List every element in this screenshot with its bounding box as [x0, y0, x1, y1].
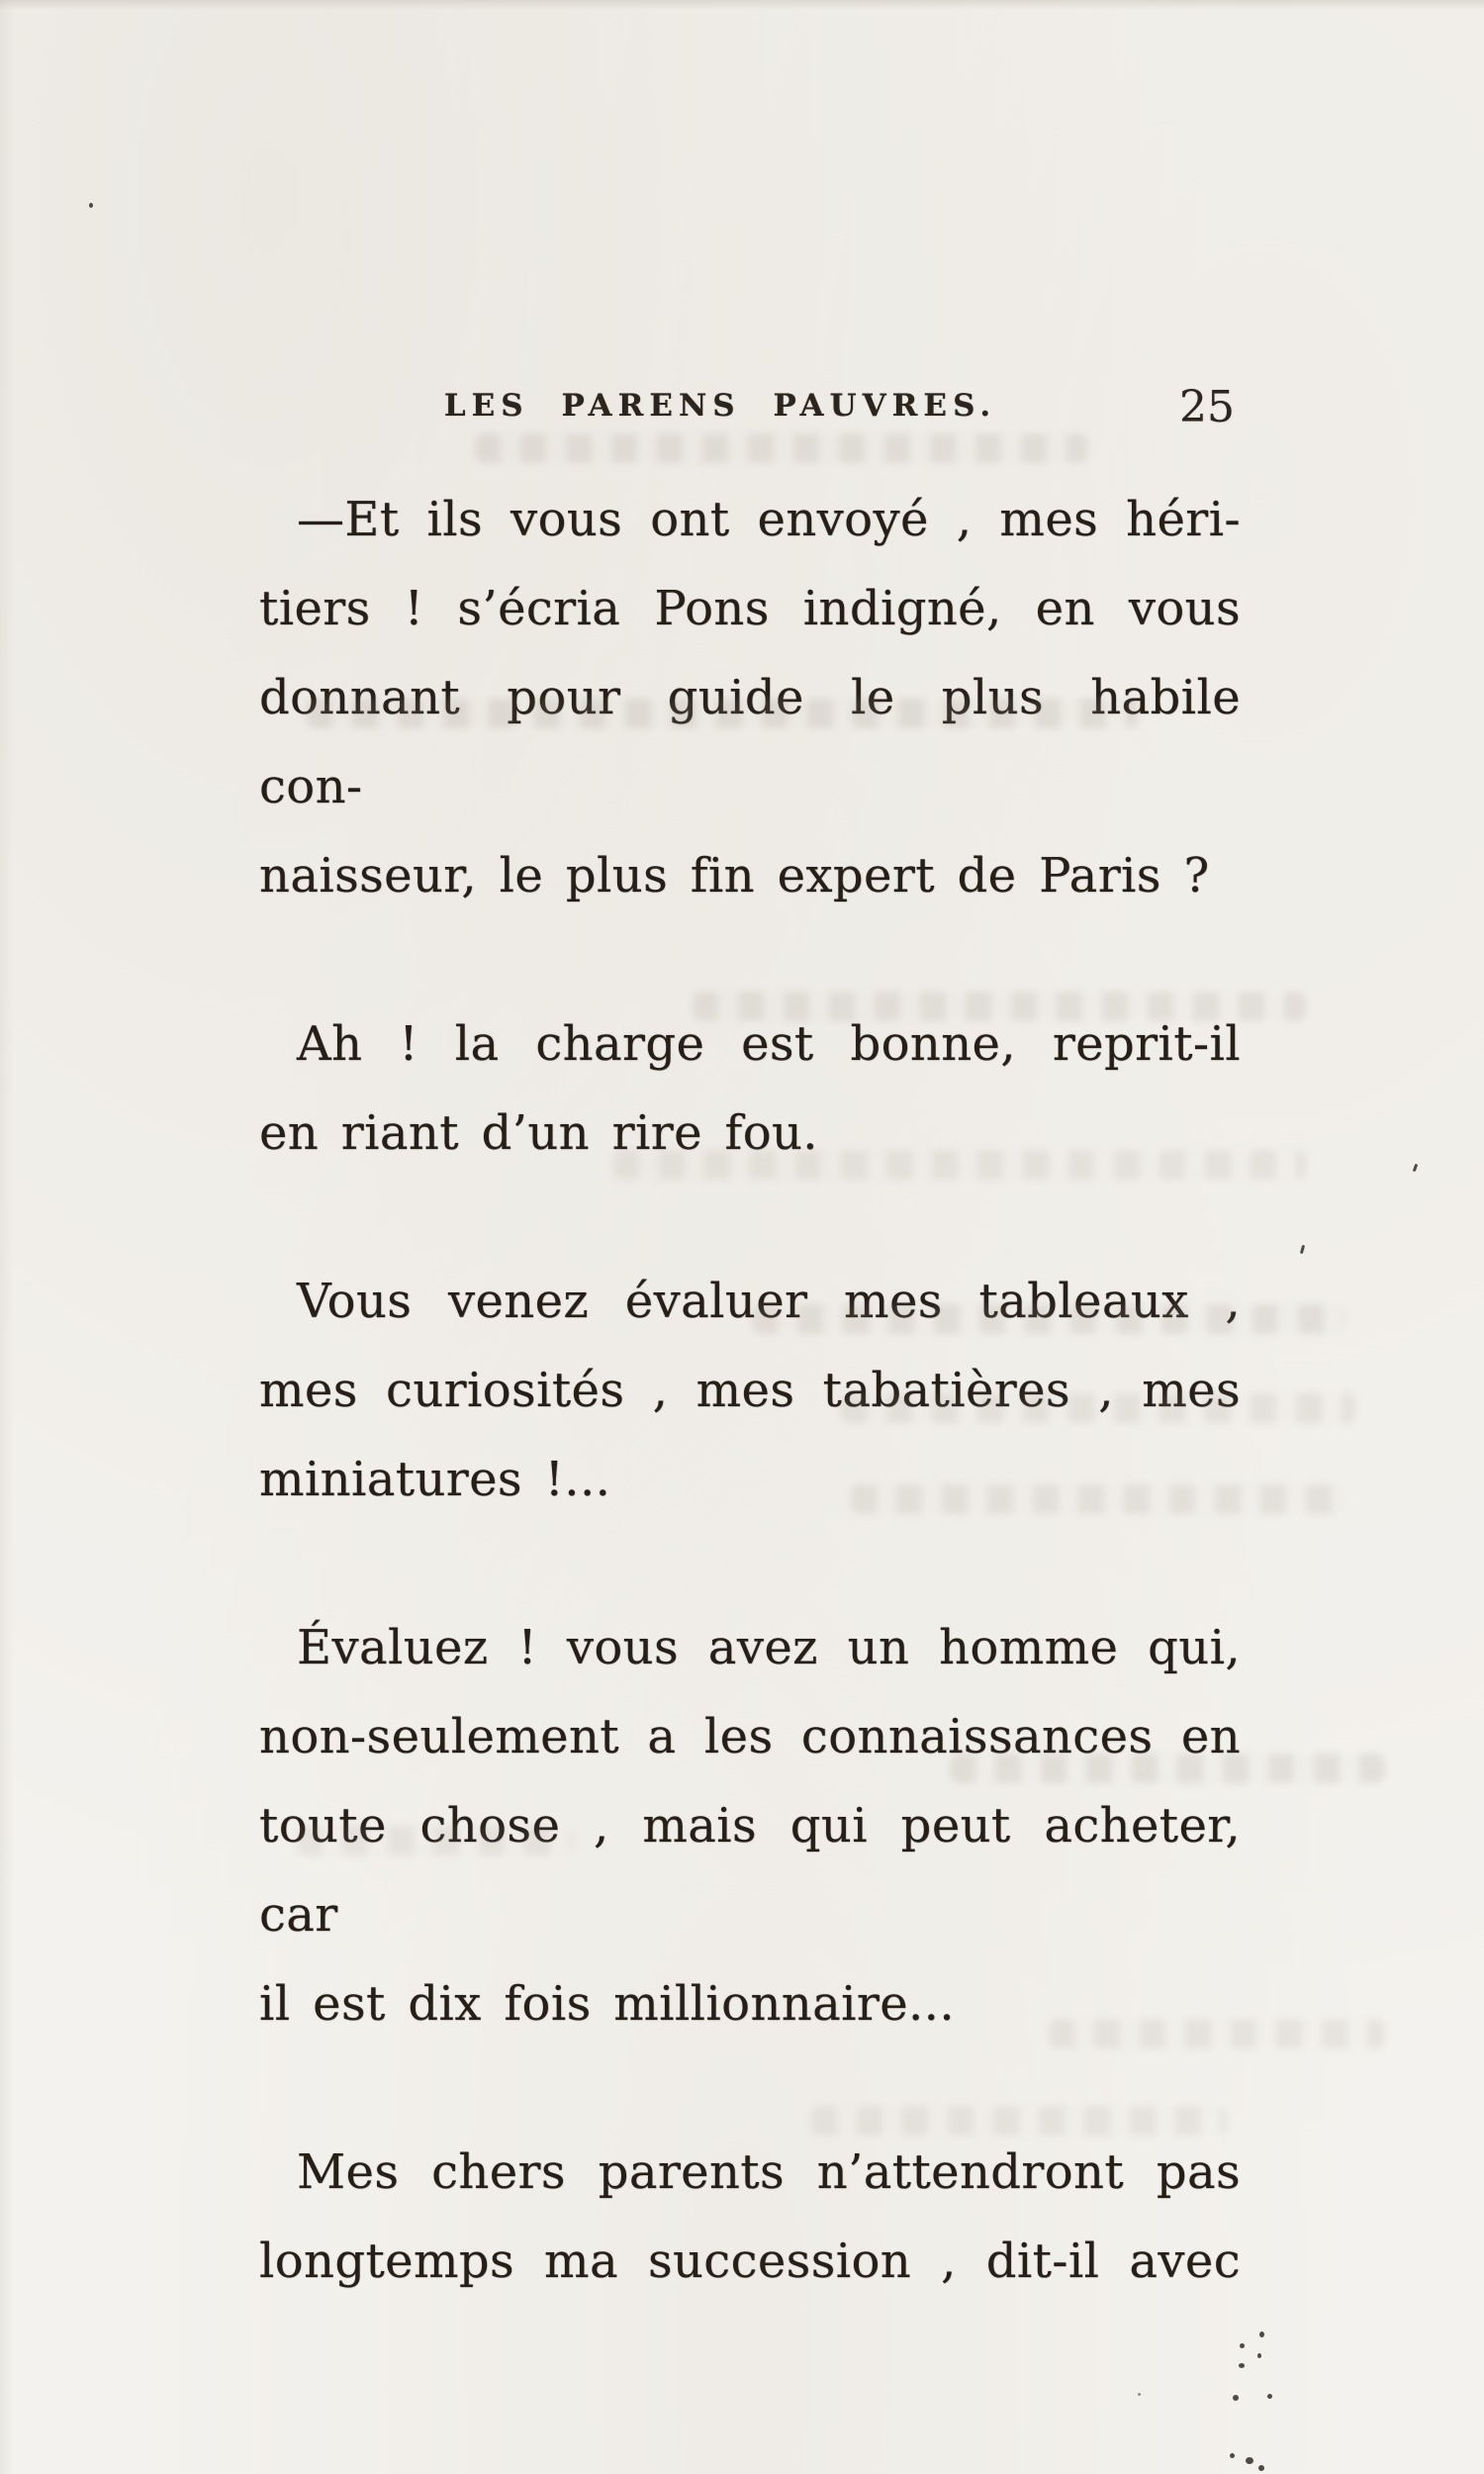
- ink-speck: [89, 203, 93, 208]
- text-line: Évaluez ! vous avez un homme qui,: [297, 1620, 1241, 1675]
- paragraph-1: [259, 475, 1241, 920]
- text-line: naisseur, le plus fin expert de Paris ?: [259, 848, 1210, 904]
- page-number: 25: [1179, 382, 1235, 432]
- paragraph-5: [259, 2128, 1241, 2306]
- page-header-title: LES PARENS PAUVRES.: [443, 388, 997, 424]
- text-line: tiers ! s’écria Pons indigné, en vous: [259, 581, 1241, 636]
- text-line: en riant d’un rire fou.: [259, 1105, 818, 1161]
- text-line: Mes chers parents n’attendront pas: [297, 2144, 1241, 2200]
- bleedthrough-smudge: [693, 992, 1306, 1021]
- text-line: non-seulement a les connaissances en: [259, 1709, 1241, 1764]
- ink-speck: [1413, 1164, 1419, 1173]
- ink-speck: [1230, 2453, 1235, 2458]
- bleedthrough-smudge: [307, 699, 1138, 728]
- text-line: longtemps ma succession , dit-il avec: [259, 2234, 1241, 2289]
- ink-speck: [1267, 2394, 1272, 2399]
- bleedthrough-smudge: [297, 1826, 574, 1856]
- ink-speck: [1233, 2395, 1239, 2401]
- bleedthrough-smudge: [613, 1150, 1306, 1180]
- text-line: il est dix fois millionnaire...: [259, 1976, 956, 2032]
- text-line: toute chose , mais qui peut acheter, car: [259, 1798, 1241, 1943]
- bleedthrough-smudge: [811, 2106, 1227, 2136]
- ink-speck: [1239, 2363, 1245, 2368]
- ink-speck: [1240, 2343, 1245, 2348]
- ink-speck: [1300, 1245, 1305, 1254]
- text-line: miniatures !...: [259, 1452, 611, 1507]
- text-line: donnant pour guide le plus habile con-: [259, 670, 1241, 814]
- text-line: —Et ils vous ont envoyé , mes héri-: [297, 492, 1241, 547]
- ink-speck: [1257, 2353, 1261, 2358]
- bleedthrough-smudge: [475, 433, 1088, 463]
- bleedthrough-smudge: [1049, 2019, 1385, 2048]
- bleedthrough-smudge: [841, 1393, 1355, 1423]
- ink-speck: [1138, 2393, 1141, 2396]
- bleedthrough-smudge: [950, 1754, 1385, 1783]
- text-line: Ah ! la charge est bonne, reprit-il: [297, 1016, 1241, 1072]
- ink-speck: [1246, 2457, 1253, 2464]
- bleedthrough-smudge: [752, 1304, 1345, 1334]
- text-line: Vous venez évaluer mes tableaux ,: [297, 1274, 1241, 1329]
- text-line: mes curiosités , mes tabatières , mes: [259, 1363, 1241, 1418]
- bleedthrough-smudge: [851, 1484, 1345, 1514]
- ink-speck: [1259, 2331, 1264, 2337]
- ink-speck: [1258, 2465, 1264, 2471]
